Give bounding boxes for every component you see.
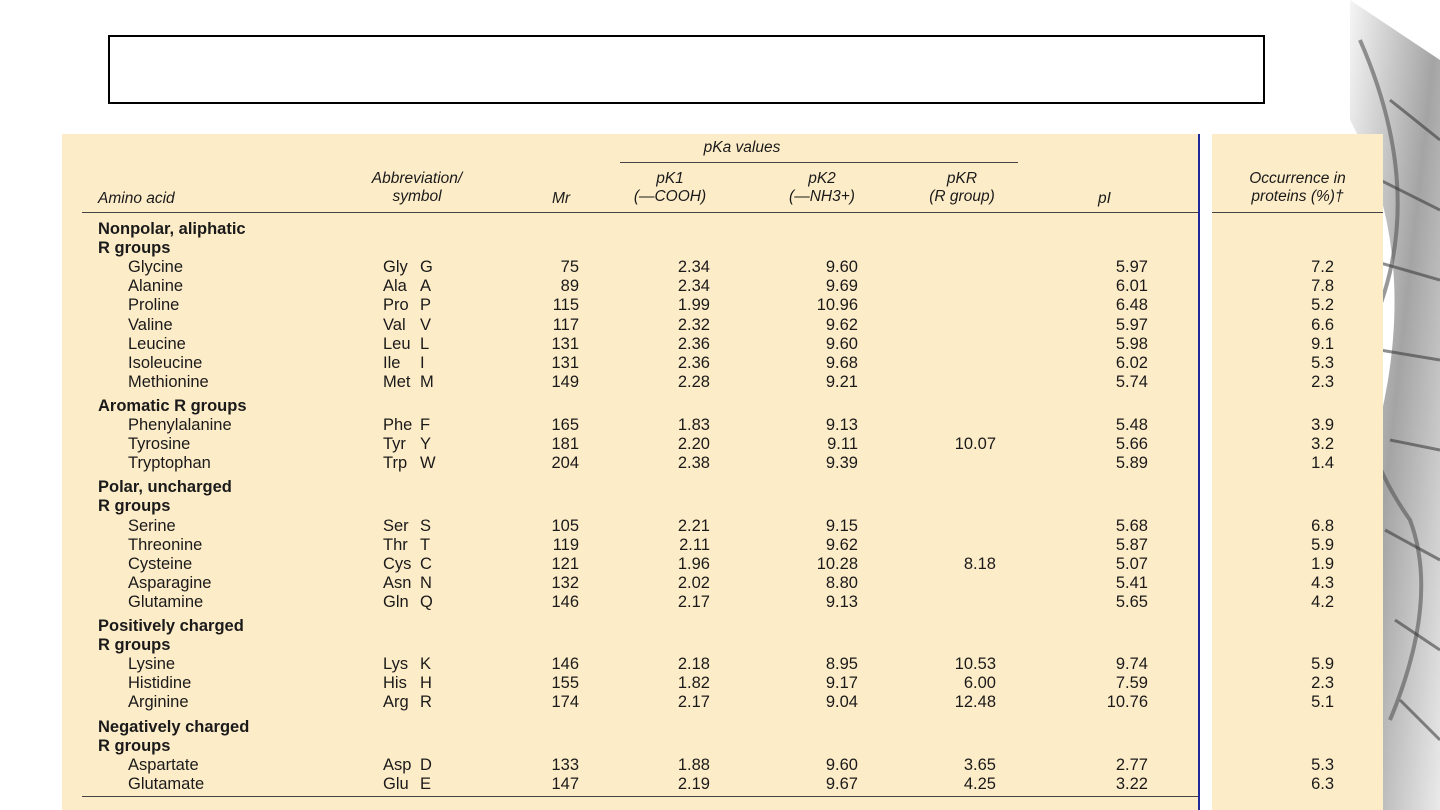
cell-pk2: 10.28	[816, 554, 858, 573]
cell-pk1: 1.83	[677, 416, 710, 434]
cell-abbreviation: Arg	[383, 693, 409, 712]
cell-abbreviation: His	[383, 674, 407, 693]
cell-pkr: 12.48	[954, 693, 996, 712]
cell-occurrence: 7.8	[1311, 277, 1334, 296]
cell-amino-acid: Alanine	[128, 277, 184, 296]
cell-occurrence: 5.3	[1311, 353, 1334, 372]
header-abbreviation: Abbreviation/ symbol	[371, 170, 463, 205]
cell-mr: 115	[552, 296, 579, 315]
cell-abbreviation: Val	[383, 315, 406, 334]
cell-occurrence: 4.2	[1311, 592, 1334, 611]
cell-pk2: 9.17	[825, 674, 858, 693]
header-occurrence: Occurrence in proteins (%)†	[1249, 170, 1346, 205]
cell-pi: 5.89	[1115, 454, 1148, 473]
cell-pi: 6.01	[1115, 277, 1148, 296]
cell-symbol: C	[420, 554, 432, 573]
cell-pi: 6.02	[1115, 353, 1148, 372]
occ-header-rule	[1212, 212, 1383, 213]
cell-occurrence: 5.1	[1311, 693, 1334, 712]
cell-mr: 149	[551, 372, 579, 391]
cell-amino-acid: Proline	[128, 296, 180, 315]
cell-occurrence: 7.2	[1311, 258, 1334, 277]
occurrence-row	[1212, 593, 1383, 612]
cell-abbreviation: Leu	[383, 334, 411, 353]
cell-pk1: 2.19	[677, 774, 710, 793]
cell-amino-acid: Leucine	[128, 334, 186, 353]
cell-mr: 119	[552, 535, 579, 554]
cell-pk2: 10.96	[816, 296, 858, 315]
occurrence-row	[1212, 775, 1383, 794]
cell-pi: 5.98	[1115, 334, 1148, 353]
cell-symbol: E	[420, 774, 432, 793]
cell-occurrence: 2.3	[1311, 372, 1334, 391]
cell-occurrence: 5.3	[1311, 755, 1334, 774]
cell-occurrence: 2.3	[1311, 674, 1334, 693]
occurrence-row	[1212, 536, 1383, 555]
cell-pk1: 2.34	[677, 277, 710, 296]
cell-abbreviation: Glu	[383, 774, 409, 793]
cell-pk2: 9.60	[825, 755, 858, 774]
cell-pk2: 9.69	[825, 277, 858, 296]
cell-mr: 89	[560, 277, 579, 296]
cell-abbreviation: Gly	[383, 258, 408, 277]
cell-amino-acid: Cysteine	[128, 554, 193, 573]
cell-pkr: 3.65	[963, 755, 996, 774]
cell-occurrence: 1.4	[1311, 454, 1334, 473]
cell-abbreviation: Met	[383, 372, 411, 391]
cell-pk2: 9.04	[825, 693, 858, 712]
cell-pk1: 2.34	[677, 258, 710, 277]
header-pka-values: pKa values	[703, 139, 781, 156]
cell-mr: 146	[551, 592, 579, 611]
occurrence-row	[1212, 277, 1383, 296]
cell-abbreviation: Asn	[383, 573, 412, 592]
slide-title-box[interactable]	[108, 35, 1265, 104]
cell-occurrence: 5.2	[1311, 296, 1334, 315]
occurrence-row	[1212, 316, 1383, 335]
cell-symbol: H	[420, 674, 432, 693]
cell-amino-acid: Histidine	[128, 674, 192, 693]
cell-occurrence: 4.3	[1311, 573, 1334, 592]
occurrence-row	[1212, 555, 1383, 574]
cell-pi: 5.41	[1115, 573, 1148, 592]
occurrence-row	[1212, 335, 1383, 354]
cell-amino-acid: Glutamate	[128, 774, 205, 793]
cell-pk2: 9.68	[825, 353, 858, 372]
cell-pkr: 10.53	[954, 655, 996, 674]
occurrence-row	[1212, 296, 1383, 315]
cell-mr: 204	[551, 454, 579, 473]
cell-pk1: 2.38	[677, 454, 710, 473]
cell-pk1: 2.18	[677, 655, 710, 674]
cell-pk1: 2.28	[677, 372, 710, 391]
cell-amino-acid: Glutamine	[128, 592, 204, 611]
header-pk2: pK2 (—NH3+)	[789, 170, 855, 205]
cell-pk2: 9.60	[825, 258, 858, 277]
cell-symbol: P	[420, 296, 432, 315]
header-pi: pI	[1098, 190, 1111, 207]
cell-pk1: 2.11	[679, 535, 710, 554]
cell-amino-acid: Phenylalanine	[128, 416, 232, 434]
cell-pi: 5.07	[1115, 554, 1148, 573]
cell-mr: 147	[551, 774, 579, 793]
cell-pk2: 9.13	[825, 416, 858, 434]
cell-pi: 5.97	[1115, 258, 1148, 277]
cell-pk2: 8.80	[825, 573, 858, 592]
header-pkr: pKR (R group)	[929, 170, 995, 205]
cell-mr: 121	[551, 554, 579, 573]
cell-pk1: 2.36	[677, 353, 710, 372]
cell-pkr: 6.00	[963, 674, 996, 693]
header-pk1: pK1 (—COOH)	[633, 170, 707, 205]
cell-mr: 165	[551, 416, 579, 434]
cell-symbol: T	[420, 535, 431, 554]
cell-pi: 5.87	[1115, 535, 1148, 554]
cell-pi: 7.59	[1115, 674, 1148, 693]
cell-pi: 3.22	[1115, 774, 1148, 793]
cell-amino-acid: Asparagine	[128, 573, 212, 592]
occurrence-row	[1212, 517, 1383, 536]
cell-abbreviation: Trp	[383, 454, 408, 473]
cell-pi: 2.77	[1115, 755, 1148, 774]
cell-abbreviation: Phe	[383, 416, 413, 434]
cell-mr: 174	[551, 693, 579, 712]
cell-mr: 75	[560, 258, 579, 277]
cell-pk2: 9.60	[825, 334, 858, 353]
cell-pk2: 8.95	[825, 655, 858, 674]
cell-amino-acid: Glycine	[128, 258, 184, 277]
occurrence-row	[1212, 693, 1383, 712]
cell-pk1: 1.82	[677, 674, 710, 693]
cell-symbol: N	[420, 573, 432, 592]
cell-pk2: 9.15	[825, 516, 858, 535]
cell-occurrence: 6.6	[1311, 315, 1334, 334]
table-bottom-rule	[82, 796, 1198, 797]
occurrence-table	[1212, 134, 1383, 810]
occurrence-row	[1212, 373, 1383, 392]
cell-mr: 181	[551, 435, 579, 454]
cell-abbreviation: Ile	[383, 353, 401, 372]
occurrence-row	[1212, 435, 1383, 454]
cell-occurrence: 1.9	[1311, 554, 1334, 573]
occurrence-row	[1212, 674, 1383, 693]
cell-occurrence: 6.3	[1311, 774, 1334, 793]
cell-mr: 131	[551, 353, 579, 372]
cell-occurrence: 3.9	[1311, 416, 1334, 434]
cell-symbol: F	[420, 416, 431, 434]
cell-symbol: S	[420, 516, 432, 535]
cell-pk2: 9.67	[825, 774, 858, 793]
cell-pk1: 2.20	[677, 435, 710, 454]
cell-mr: 146	[551, 655, 579, 674]
cell-amino-acid: Aspartate	[128, 755, 199, 774]
cell-pk1: 2.32	[677, 315, 710, 334]
occurrence-row	[1212, 416, 1383, 435]
cell-amino-acid: Serine	[128, 516, 176, 535]
cell-symbol: K	[420, 655, 432, 674]
cell-pk2: 9.62	[825, 535, 858, 554]
cell-pk1: 2.17	[677, 592, 710, 611]
cell-occurrence: 6.8	[1311, 516, 1334, 535]
cell-pk2: 9.21	[825, 372, 858, 391]
cell-pk1: 2.36	[677, 334, 710, 353]
cell-amino-acid: Isoleucine	[128, 353, 203, 372]
cell-pk2: 9.62	[825, 315, 858, 334]
occurrence-row	[1212, 756, 1383, 775]
column-divider	[1198, 134, 1200, 810]
cell-symbol: D	[420, 755, 432, 774]
cell-mr: 117	[552, 315, 579, 334]
cell-abbreviation: Ala	[383, 277, 407, 296]
cell-occurrence: 9.1	[1311, 334, 1334, 353]
cell-amino-acid: Tyrosine	[128, 435, 191, 454]
cell-symbol: A	[420, 277, 432, 296]
cell-symbol: L	[420, 334, 430, 353]
cell-abbreviation: Lys	[383, 655, 409, 674]
occurrence-row	[1212, 454, 1383, 473]
cell-mr: 155	[551, 674, 579, 693]
cell-symbol: I	[420, 353, 425, 372]
cell-abbreviation: Tyr	[383, 435, 406, 454]
pka-header-rule	[620, 162, 1018, 163]
header-bottom-rule	[82, 212, 1198, 213]
cell-pk2: 9.39	[825, 454, 858, 473]
cell-amino-acid: Arginine	[128, 693, 189, 712]
cell-pi: 5.97	[1115, 315, 1148, 334]
cell-occurrence: 3.2	[1311, 435, 1334, 454]
cell-pi: 6.48	[1115, 296, 1148, 315]
cell-pk1: 2.21	[677, 516, 710, 535]
amino-acid-table: pKa values Amino acid Abbreviation/ symbol Mr pK1 (—COOH) pK2 (—NH3+) pKR (R group) pI Nonpolar, aliphatic R groups Glycine Gly G 75 2.34 9.60 5.97 Alanine Ala A 89 2.34 9.69 6.01 Proline Pro P 115 1.99 10.96 6.48 Valine Val V 117 2.32 9.62 5.97 Leucine Leu L 131 2.36 9.60 5.98 Isoleucine Ile I 131 2.36 9.68 6.02 Methionine Met M 149 2.28 9.21 5.74 Aromatic R groups Phenylalanine Phe F 165 1.83 9.13 5.48 Tyrosine Tyr Y 181 2.20 9.11 10.07 5.66 Tryptophan Trp W 204 2.38 9.39 5.89 Polar, uncharged R groups Serine Ser S 105 2.21 9.15 5.68 Threonine Thr T 119 2.11 9.62 5.87 Cysteine Cys C 121 1.96 10.28 8.18 5.07 Asparagine Asn N 132 2.02 8.80 5.41 Glutamine Gln Q 146 2.17 9.13 5.65 Positively charged R groups Lysine Lys K 146 2.18 8.95 10.53 9.74 Histidine His H 155 1.82 9.17 6.00 7.59 Arginine Arg R 174 2.17 9.04 12.48 10.76 Negatively charged R groups Aspartate Asp D 133 1.88 9.60 3.65 2.77 Glutamate Glu E 147 2.19 9.67 4.25 3.22	[62, 134, 1198, 810]
cell-abbreviation: Thr	[383, 535, 408, 554]
cell-abbreviation: Gln	[383, 592, 409, 611]
cell-symbol: M	[420, 372, 434, 391]
cell-pk2: 9.11	[827, 435, 858, 454]
cell-occurrence: 5.9	[1311, 655, 1334, 674]
cell-pk1: 1.88	[677, 755, 710, 774]
cell-pi: 9.74	[1115, 655, 1148, 674]
header-amino-acid: Amino acid	[98, 190, 175, 207]
cell-amino-acid: Threonine	[128, 535, 203, 554]
cell-pi: 5.66	[1115, 435, 1148, 454]
cell-symbol: Y	[420, 435, 432, 454]
header-mr: Mr	[552, 190, 571, 207]
cell-abbreviation: Cys	[383, 554, 412, 573]
occurrence-row	[1212, 574, 1383, 593]
cell-mr: 131	[551, 334, 579, 353]
cell-amino-acid: Lysine	[128, 655, 176, 674]
cell-symbol: R	[420, 693, 432, 712]
cell-pk1: 1.96	[677, 554, 710, 573]
cell-pkr: 10.07	[954, 435, 996, 454]
cell-pk2: 9.13	[825, 592, 858, 611]
cell-pi: 5.68	[1115, 516, 1148, 535]
cell-pk1: 2.17	[677, 693, 710, 712]
cell-amino-acid: Valine	[128, 315, 173, 334]
cell-abbreviation: Ser	[383, 516, 409, 535]
occurrence-row	[1212, 258, 1383, 277]
cell-pi: 10.76	[1106, 693, 1148, 712]
cell-symbol: Q	[420, 592, 433, 611]
cell-pk1: 2.02	[677, 573, 710, 592]
cell-occurrence: 5.9	[1311, 535, 1334, 554]
cell-amino-acid: Tryptophan	[128, 454, 211, 473]
cell-symbol: G	[420, 258, 433, 277]
cell-mr: 132	[551, 573, 579, 592]
cell-mr: 105	[551, 516, 579, 535]
cell-symbol: W	[420, 454, 436, 473]
cell-pi: 5.74	[1115, 372, 1148, 391]
cell-abbreviation: Pro	[383, 296, 409, 315]
cell-symbol: V	[420, 315, 432, 334]
cell-mr: 133	[551, 755, 579, 774]
occurrence-row	[1212, 655, 1383, 674]
cell-amino-acid: Methionine	[128, 372, 209, 391]
cell-pkr: 8.18	[963, 554, 996, 573]
cell-pi: 5.48	[1115, 416, 1148, 434]
cell-abbreviation: Asp	[383, 755, 412, 774]
cell-pi: 5.65	[1115, 592, 1148, 611]
cell-pkr: 4.25	[963, 774, 996, 793]
occurrence-row	[1212, 354, 1383, 373]
cell-pk1: 1.99	[677, 296, 710, 315]
